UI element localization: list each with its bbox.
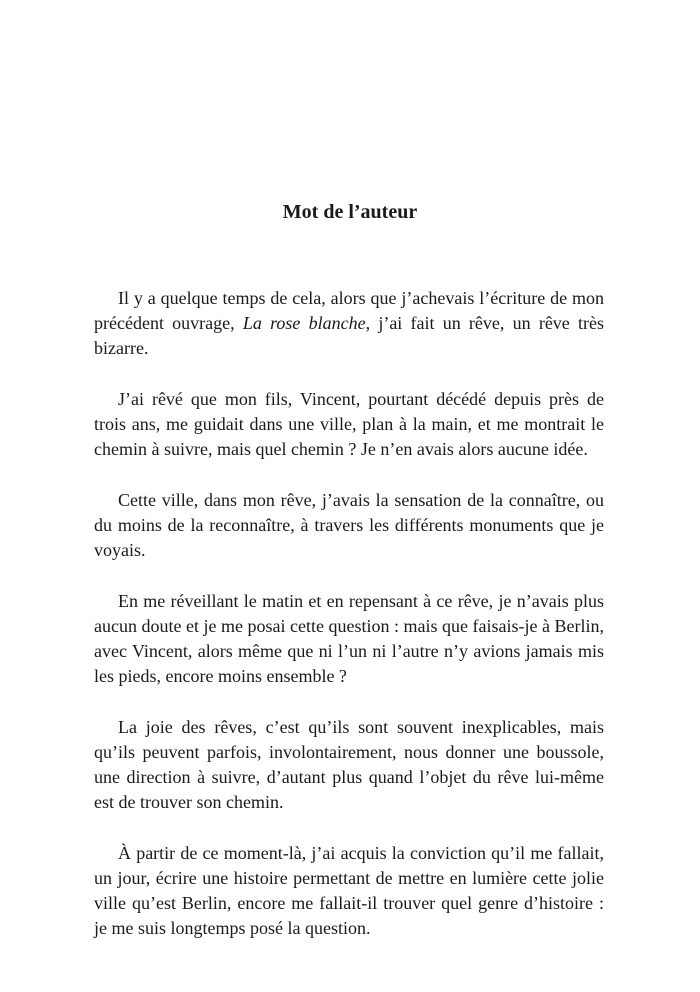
book-title-italic: La rose blanche [242, 313, 366, 333]
paragraph-1 [94, 286, 604, 361]
paragraph-1-before: Il y a quelque temps de cela, alors que j’achevais l’écriture de mon précédent ouvrage, [94, 288, 604, 333]
paragraph-5: La joie des rêves, c’est qu’ils sont souvent inexplicables, mais qu’ils peuvent parfois, involontairement, nous donner une boussole, une direction à suivre, d’autant plus quand l’objet du rêve lui-même est de trouver son chemin. [94, 717, 604, 812]
paragraph-2: J’ai rêvé que mon fils, Vincent, pourtant décédé depuis près de trois ans, me guidait dans une ville, plan à la main, et me montrait le chemin à suivre, mais quel chemin ? Je n’en avais alors aucune idée. [94, 389, 604, 459]
paragraph-1-after: , j’ai fait un rêve, un rêve très bizarre. [94, 313, 604, 358]
paragraph-4: En me réveillant le matin et en repensant à ce rêve, je n’avais plus aucun doute et je me posai cette question : mais que faisais-je à Berlin, avec Vincent, alors même que ni l’un ni l’autre n’y avions jamais mis les pieds, encore moins ensemble ? [94, 591, 604, 686]
paragraph-6: À partir de ce moment-là, j’ai acquis la conviction qu’il me fallait, un jour, écrire une histoire permettant de mettre en lumière cette jolie ville qu’est Berlin, encore me fallait-il trouver quel genre d’histoire : je me suis longtemps posé la question. [94, 843, 604, 938]
page-title: Mot de l’auteur [282, 201, 418, 223]
paragraph-3: Cette ville, dans mon rêve, j’avais la sensation de la connaître, ou du moins de la reconnaître, à travers les différents monuments que je voyais. [94, 490, 604, 560]
body-text [94, 286, 604, 941]
